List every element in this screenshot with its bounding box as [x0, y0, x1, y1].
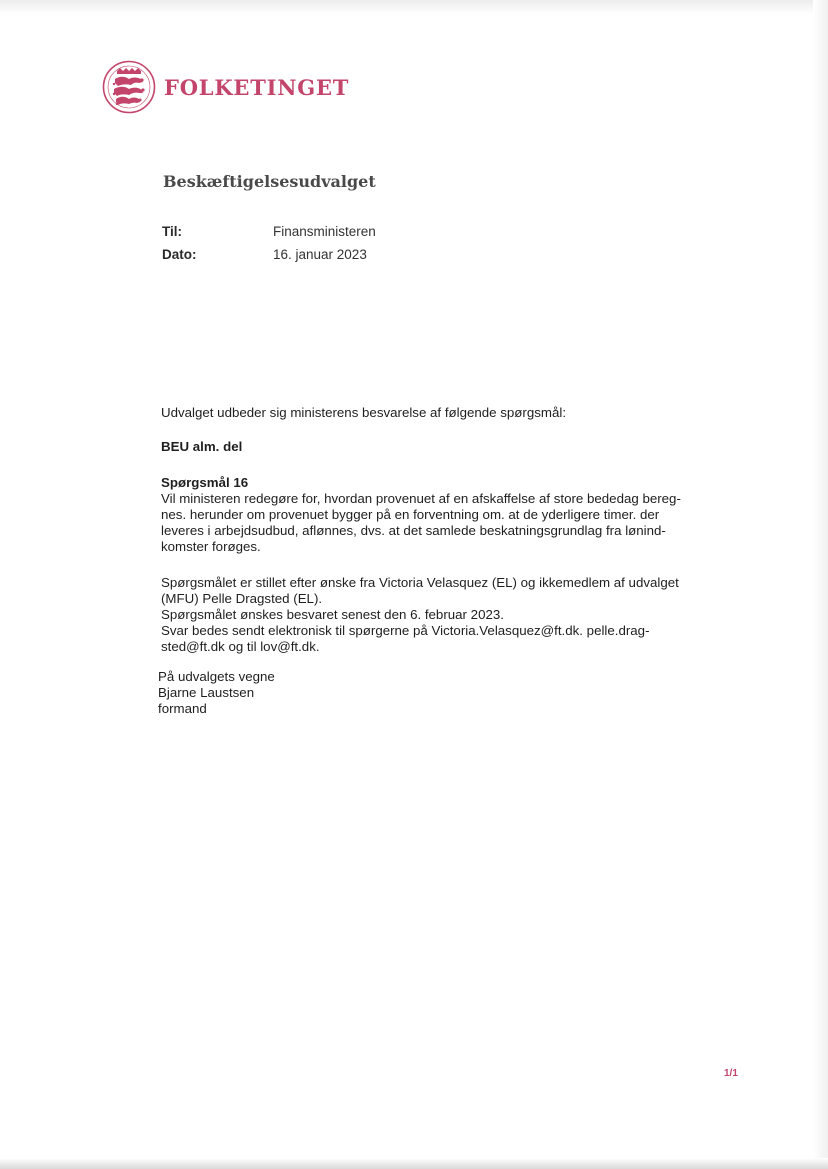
reply-instructions: Svar bedes sendt elektronisk til spørgerne på Victoria.Velasquez@ft.dk. pelle.drag- sted@ft.dk og til lov@ft.dk. — [161, 623, 650, 654]
case-reference: BEU alm. del — [161, 439, 243, 454]
intro-text: Udvalget udbeder sig ministerens besvarelse af følgende spørgsmål: — [161, 405, 567, 420]
scan-edge-right — [813, 0, 828, 1169]
brand-name: FOLKETINGET — [164, 74, 350, 100]
recipient-value: Finansministeren — [273, 224, 376, 239]
folketinget-logo — [102, 60, 349, 114]
page-number: 1/1 — [724, 1068, 738, 1079]
date-value: 16. januar 2023 — [273, 247, 367, 262]
signature-line: På udvalgets vegne — [158, 669, 275, 684]
deadline-note: Spørgsmålet ønskes besvaret senest den 6. februar 2023. — [161, 607, 504, 622]
question-text: Vil ministeren redegøre for, hvordan provenuet af en afskaffelse af store bededag bereg- nes. herunder om provenuet bygger på en forventning om. at de yderligere timer. der leveres i arbejdsudbud, aflønnes, dvs. at det samlede beskatningsgrundlag fra lønind- komster forøges. — [161, 491, 681, 554]
folketinget-lions-seal-icon — [102, 60, 156, 114]
asker-note: Spørgsmålet er stillet efter ønske fra Victoria Velasquez (EL) og ikkemedlem af udvalget (MFU) Pelle Dragsted (EL). — [161, 575, 679, 606]
committee-name: Beskæftigelsesudvalget — [163, 172, 376, 191]
date-row — [162, 243, 376, 266]
signatory-title: formand — [158, 701, 207, 716]
scan-edge-top — [0, 0, 828, 14]
question-heading: Spørgsmål 16 — [161, 475, 249, 490]
letter-meta — [162, 220, 376, 266]
letter-body — [161, 405, 681, 655]
date-label: Dato: — [162, 247, 197, 262]
recipient-label: Til: — [162, 224, 182, 239]
signatory-name: Bjarne Laustsen — [158, 685, 255, 700]
recipient-row — [162, 220, 376, 243]
signature-block — [158, 669, 275, 717]
scan-edge-bottom — [0, 1158, 828, 1169]
